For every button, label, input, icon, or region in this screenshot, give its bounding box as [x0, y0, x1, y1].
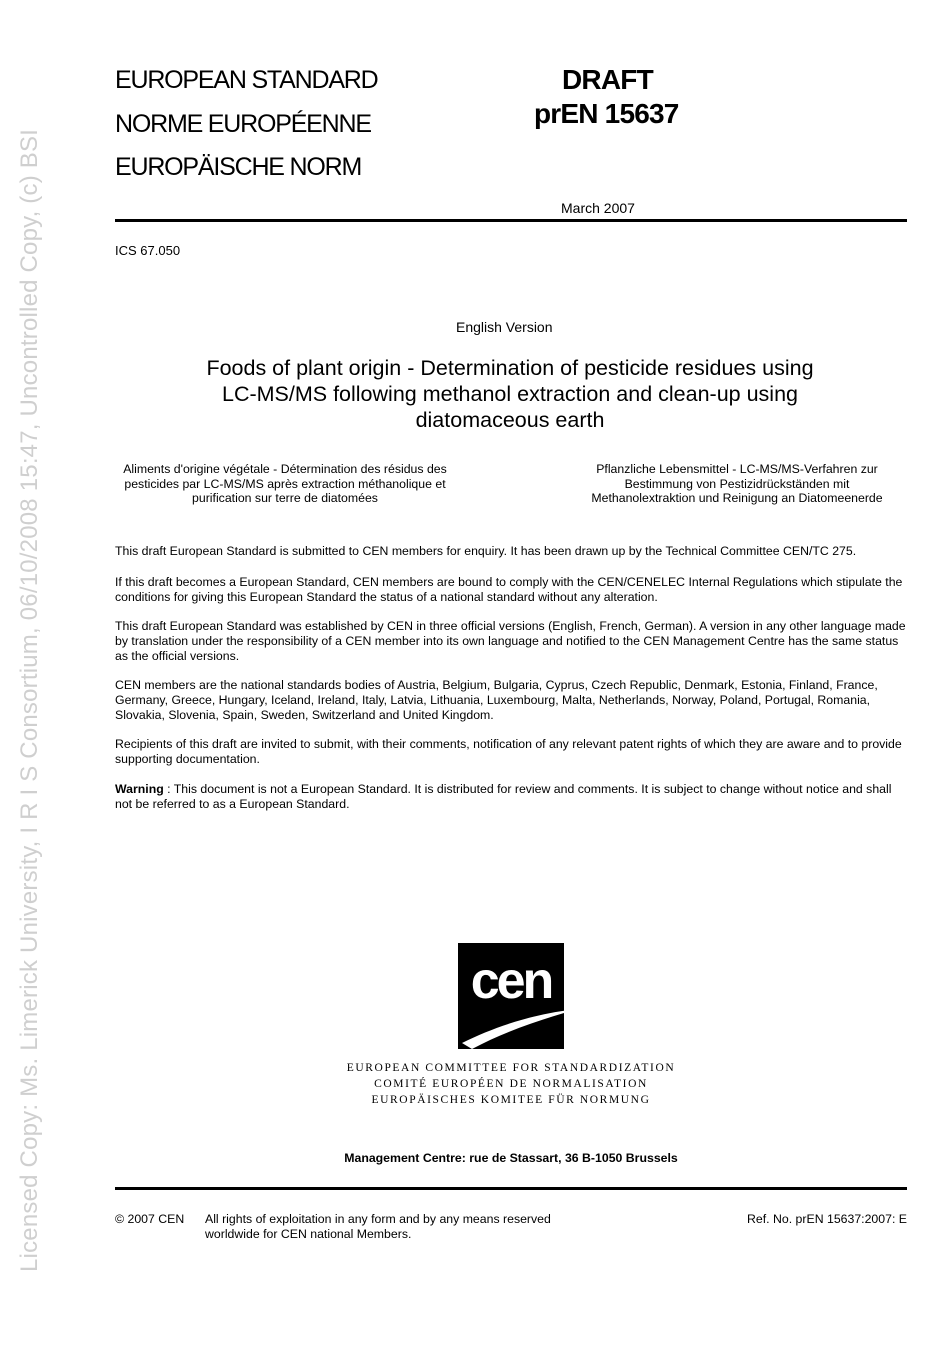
translation-line: Aliments d'origine végétale - Détermination des résidus des: [123, 462, 447, 476]
translation-line: Bestimmung von Pestizidrückständen mit: [624, 476, 850, 491]
title-line: LC-MS/MS following methanol extraction and clean-up using: [221, 382, 799, 406]
title-translation-german: [567, 462, 907, 506]
copyright: © 2007 CEN: [115, 1212, 185, 1226]
paragraph-members: CEN members are the national standards bodies of Austria, Belgium, Bulgaria, Cyprus, Czech Republic, Denmark, Estonia, Finland, France, Germany, Greece, Hungary, Iceland, Ireland, Italy, Latvia, Lithuania, Luxembourg, Malta, Netherlands, Norway, Poland, Portugal, Romania, Slovakia, Slovenia, Spain, Sweden, Switzerland and United Kingdom.: [115, 678, 878, 722]
cen-logo-wordmark: cen: [470, 952, 552, 1010]
paragraph-versions: This draft European Standard was established by CEN in three official versions (English, French, German). A version in any other language made by translation under the responsibility of a CEN member into its own language and notified to the CEN Management Centre has the same status as the official versions.: [115, 619, 906, 663]
cen-logo: [458, 943, 578, 1049]
paragraph-compliance: If this draft becomes a European Standard, CEN members are bound to comply with the CEN/CENELEC Internal Regulations which stipulate the conditions for giving this European Standard the status of a national standard without any alteration.: [115, 575, 903, 604]
translation-line: purification sur terre de diatomées: [192, 491, 378, 506]
header-divider: [115, 219, 907, 222]
title-english: EUROPEAN STANDARD: [115, 66, 378, 94]
management-centre-address: Management Centre: rue de Stassart, 36 B-1050 Brussels: [344, 1151, 678, 1165]
rights-line: worldwide for CEN national Members.: [205, 1226, 412, 1241]
license-watermark: Licensed Copy: Ms. Limerick University, I R I S Consortium, 06/10/2008 15:47, Uncontrolled Copy, (c) BSI: [16, 128, 43, 1272]
footer-divider: [115, 1187, 907, 1190]
committee-name-english: EUROPEAN COMMITTEE FOR STANDARDIZATION: [346, 1062, 676, 1074]
title-translation-french: [105, 462, 465, 506]
document-title: [160, 355, 860, 433]
title-line: Foods of plant origin - Determination of pesticide residues using: [206, 356, 814, 380]
version-label: English Version: [456, 319, 553, 335]
ics-code: ICS 67.050: [115, 243, 181, 258]
rights-statement: [205, 1212, 625, 1241]
warning-text: : This document is not a European Standard. It is distributed for review and comments. It is subject to change without notice and shall not be referred to as a European Standard.: [115, 782, 892, 811]
title-french: NORME EUROPÉENNE: [115, 110, 371, 138]
title-german: EUROPÄISCHE NORM: [115, 153, 362, 181]
paragraph-warning: [115, 782, 910, 812]
committee-name-french: COMITÉ EUROPÉEN DE NORMALISATION: [374, 1078, 648, 1090]
paragraph-patent-rights: Recipients of this draft are invited to submit, with their comments, notification of any relevant patent rights of which they are aware and to provide supporting documentation.: [115, 737, 902, 766]
translation-line: Pflanzliche Lebensmittel - LC-MS/MS-Verfahren zur: [596, 462, 878, 476]
document-number: prEN 15637: [534, 98, 679, 129]
publication-date: March 2007: [561, 200, 635, 216]
reference-number: Ref. No. prEN 15637:2007: E: [747, 1212, 907, 1226]
rights-line: All rights of exploitation in any form and by any means reserved: [205, 1212, 551, 1226]
draft-label: DRAFT: [562, 64, 653, 95]
title-line: diatomaceous earth: [415, 408, 605, 432]
translation-line: pesticides par LC-MS/MS après extraction méthanolique et: [124, 476, 446, 491]
paragraph-enquiry: This draft European Standard is submitted to CEN members for enquiry. It has been drawn up by the Technical Committee CEN/TC 275.: [115, 544, 857, 558]
committee-name-german: EUROPÄISCHES KOMITEE FÜR NORMUNG: [371, 1094, 651, 1106]
translation-line: Methanolextraktion und Reinigung an Diatomeenerde: [591, 491, 883, 506]
warning-label: Warning: [115, 782, 164, 796]
